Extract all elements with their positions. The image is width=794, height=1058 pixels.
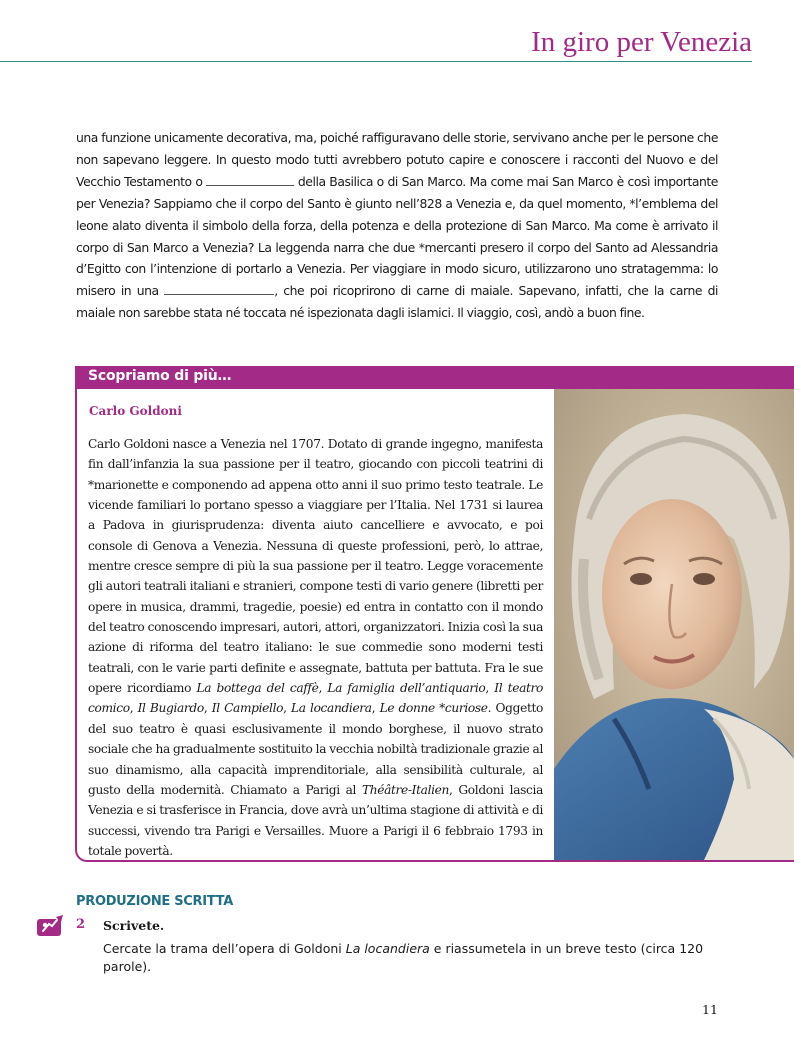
intro-text-2: della Basilica o di San Marco. Ma come mai San Marco è così importante per Venezia? Sappiamo che il corpo del Santo è giunto nell’828 a Venezia e, da quel momento, *l’emblema del leone alato diventa il simbolo della forza, della potenza e della protezione di San Marco. Ma come è arrivato il corpo di San Marco a Venezia? La leggenda narra che due *mercanti presero il corpo del Santo ad Alessandria d’Egitto con l’intenzione di portarlo a Venezia. Per viaggiare in modo sicuro, utilizzarono uno stratagemma: lo misero in una — [76, 173, 718, 299]
header-rule — [0, 61, 752, 62]
info-box-subtitle: Carlo Goldoni — [89, 404, 182, 418]
work-title: Il Bugiardo — [137, 701, 204, 716]
exercise-instructions — [103, 940, 715, 976]
work-title: La famiglia dell’antiquario — [327, 681, 486, 696]
work-title: Il Campiello — [211, 701, 284, 716]
goldoni-portrait — [554, 389, 794, 860]
work-title: La bottega del caffè — [196, 681, 319, 696]
separator: , — [318, 681, 328, 696]
intro-text-3: , che poi ricoprirono di carne di maiale. Sapevano, infatti, che la carne di maiale non sarebbe stata né toccata né ispezionata dagli islamici. Il viaggio, così, andò a buon fine. — [76, 283, 718, 321]
exercise-number: 2 — [76, 917, 86, 932]
blank-line-2[interactable] — [164, 282, 274, 295]
bio-text-2: . Oggetto del suo teatro è quasi esclusivamente il mondo borghese, il nuovo strato sociale che ha gradualmente sostituito la vecchia nobiltà tradizionale grazie al suo dinamismo, alla capacità imprenditoriale, alla sensibilità culturale, al gusto della modernità. Chiamato a Parigi al — [88, 701, 544, 797]
work-title: La locandiera — [291, 701, 372, 716]
separator: , — [485, 681, 495, 696]
goldoni-biography — [88, 434, 543, 861]
page-header-title: In giro per Venezia — [531, 26, 752, 58]
exercise-text-2: e riassumetela in un breve testo (circa 120 parole). — [103, 941, 704, 974]
work-title: Le donne *curiose — [379, 701, 488, 716]
separator: , — [129, 701, 138, 716]
separator: , — [283, 701, 292, 716]
theatre-name: Théâtre-Italien — [361, 782, 450, 797]
separator: , — [371, 701, 380, 716]
blank-line-1[interactable] — [206, 173, 294, 186]
writing-hand-icon — [37, 914, 65, 938]
intro-paragraph — [76, 127, 718, 324]
exercise-work-title: La locandiera — [345, 941, 430, 956]
bio-text-1: Carlo Goldoni nasce a Venezia nel 1707. Dotato di grande ingegno, manifesta fin dall’infanzia la sua passione per il teatro, giocando con piccoli teatrini di *marionette e componendo ad appena otto anni il suo primo testo teatrale. Le vicende familiari lo portano spesso a viaggiare per l’Italia. Nel 1731 si laurea a Padova in giurisprudenza: diventa aiuto cancelliere e avvocato, e poi console di Genova a Venezia. Nessuna di queste professioni, però, lo attrae, mentre cresce sempre di più la sua passione per il teatro. Legge voracemente gli autori teatrali italiani e stranieri, compone testi di vario genere (libretti per opere in musica, drammi, tragedie, poesie) ed entra in contatto con il mondo del teatro conoscendo impresari, autori, attori, organizzatori. Inizia così la sua azione di riforma del teatro italiano: le sue commedie sono moderni testi teatrali, con le varie parti definite e assegnate, battuta per battuta. Fra le sue opere ricordiamo — [88, 437, 543, 696]
separator: , — [203, 701, 212, 716]
page-number: 11 — [702, 1002, 718, 1017]
exercise-text-1: Cercate la trama dell’opera di Goldoni — [103, 941, 346, 956]
intro-text-1: una funzione unicamente decorativa, ma, poiché raffiguravano delle storie, servivano anche per le persone che non sapevano leggere. In questo modo tutti avrebbero potuto capire e conoscere i racconti del Nuovo e del Vecchio Testamento o — [76, 130, 718, 189]
work-title: Il teatro comico — [88, 681, 544, 716]
bio-text-3: , Goldoni lascia Venezia e si trasferisce in Francia, dove avrà un’ultima stagione di attività e di successi, vivendo tra Parigi e Versailles. Muore a Parigi il 6 febbraio 1793 in totale povertà. — [88, 782, 543, 858]
info-box-header: Scopriamo di più… — [88, 368, 232, 384]
section-title-produzione-scritta: PRODUZIONE SCRITTA — [76, 894, 233, 909]
exercise-title: Scrivete. — [103, 918, 165, 933]
